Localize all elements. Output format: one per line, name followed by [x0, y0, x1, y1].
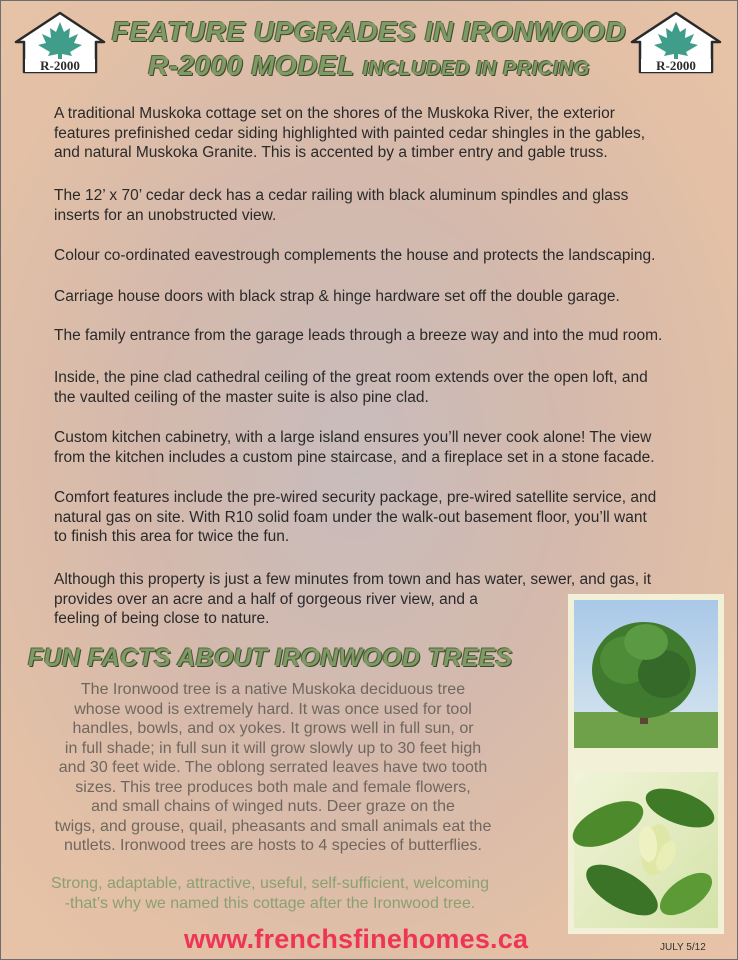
text-line: twigs, and grouse, quail, pheasants and small animals eat the — [54, 817, 492, 835]
text-line: inserts for an unobstructed view. — [54, 206, 277, 224]
text-line: the vaulted ceiling of the master suite is also pine clad. — [54, 388, 429, 406]
text-line: from the kitchen includes a custom pine staircase, and a fireplace set in a stone facade. — [54, 448, 655, 466]
r2000-logo-left — [12, 10, 108, 76]
text-line: to finish this area for twice the fun. — [54, 528, 290, 545]
text-line: Inside, the pine clad cathedral ceiling of the great room extends over the open loft, and — [54, 369, 648, 386]
feature-paragraph-location — [54, 570, 651, 629]
feature-paragraph-eavestrough — [54, 246, 655, 266]
text-line: and 30 feet wide. The oblong serrated leaves have two tooth — [58, 759, 488, 776]
text-line: The family entrance from the garage leads through a breeze way and into the mud room. — [54, 327, 663, 344]
text-line: Colour co-ordinated eavestrough complements the house and protects the landscaping. — [54, 247, 656, 264]
feature-paragraph-garage — [54, 287, 620, 307]
fun-facts-body — [14, 680, 532, 856]
text-line: The Ironwood tree is a native Muskoka deciduous tree — [80, 681, 466, 698]
text-line: nutlets. Ironwood trees are hosts to 4 species of butterflies. — [64, 837, 482, 854]
text-line: and small chains of winged nuts. Deer graze on the — [91, 798, 455, 815]
text-line: Strong, adaptable, attractive, useful, self-sufficient, welcoming — [50, 875, 490, 892]
text-line: Comfort features include the pre-wired security package, pre-wired satellite service, and — [54, 489, 657, 506]
r2000-logo-right — [628, 10, 724, 76]
feature-paragraph-comfort — [54, 488, 656, 547]
feature-paragraph-ceiling — [54, 368, 648, 407]
text-line: whose wood is extremely hard. It was once used for tool — [74, 700, 472, 718]
publish-date: JULY 5/12 — [660, 942, 706, 953]
text-line: natural gas on site. With R10 solid foam under the walk-out basement floor, you’ll want — [54, 508, 647, 526]
feature-paragraph-kitchen — [54, 428, 655, 467]
website-link[interactable]: www.frenchsfinehomes.ca — [184, 924, 529, 954]
page-subtitle — [104, 50, 634, 82]
text-line: features prefinished cedar siding highlighted with painted cedar shingles in the gables, — [54, 124, 646, 142]
house-maple-leaf-icon — [628, 10, 724, 76]
text-line: feeling of being close to nature. — [54, 610, 270, 627]
ironwood-photos — [568, 594, 724, 934]
badge-label-right: R-2000 — [656, 58, 696, 73]
text-line: A traditional Muskoka cottage set on the shores of the Muskoka River, the exterior — [54, 105, 615, 122]
pricing-note: INCLUDED IN PRICING — [362, 58, 590, 80]
badge-label-left: R-2000 — [40, 58, 80, 73]
text-line: -that’s why we named this cottage after the Ironwood tree. — [64, 894, 476, 912]
model-name: R-2000 MODEL — [148, 50, 355, 81]
text-line: The 12’ x 70’ cedar deck has a cedar railing with black aluminum spindles and glass — [54, 187, 629, 204]
text-line: sizes. This tree produces both male and female flowers, — [75, 778, 471, 796]
house-maple-leaf-icon — [12, 10, 108, 76]
feature-paragraph-entrance — [54, 326, 662, 346]
feature-paragraph-exterior — [54, 104, 645, 163]
slogan — [14, 874, 526, 913]
text-line: handles, bowls, and ox yokes. It grows well in full sun, or — [72, 720, 474, 737]
ironwood-tree-photo — [568, 594, 724, 934]
text-line: in full shade; in full sun it will grow slowly up to 30 feet high — [64, 739, 482, 757]
page-title: FEATURE UPGRADES IN IRONWOOD — [111, 16, 627, 47]
feature-paragraph-deck — [54, 186, 628, 225]
fun-facts-heading: FUN FACTS ABOUT IRONWOOD TREES — [28, 644, 513, 672]
text-line: provides over an acre and a half of gorgeous river view, and a — [54, 590, 478, 608]
text-line: Although this property is just a few minutes from town and has water, sewer, and gas, it — [54, 571, 652, 588]
text-line: Custom kitchen cabinetry, with a large island ensures you’ll never cook alone! The view — [54, 429, 652, 446]
text-line: Carriage house doors with black strap & hinge hardware set off the double garage. — [54, 288, 620, 305]
text-line: and natural Muskoka Granite. This is accented by a timber entry and gable truss. — [54, 144, 608, 161]
